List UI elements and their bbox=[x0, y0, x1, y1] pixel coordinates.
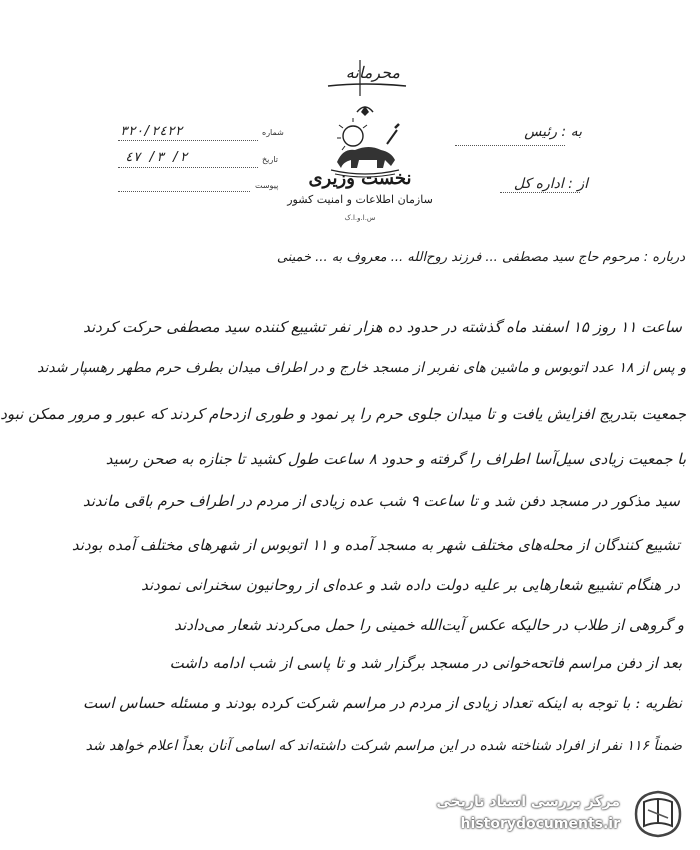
subject-line: درباره : مرحوم حاج سید مصطفی ... فرزند روح‌الله ... معروف به ... خمینی bbox=[276, 250, 685, 265]
date-label: تاریخ bbox=[262, 155, 278, 164]
stamp-text: محرمانه bbox=[345, 63, 400, 82]
org-subtitle: سازمان اطلاعات و امنیت کشور bbox=[287, 193, 433, 206]
from-text: از : اداره کل bbox=[513, 176, 588, 192]
body-line: ساعت ۱۱ روز ۱۵ اسفند ماه گذشته در حدود ده هزار نفر تشییع کننده سید مصطفی حرکت کردند bbox=[83, 318, 682, 336]
body-line: ضمناً ۱۱۶ نفر از افراد شناخته شده در این مراسم شرکت داشته‌اند که اسامی آنان بعداً اعلام خواهد شد bbox=[85, 738, 682, 754]
number-value: ٣٢٠/٢٤٢٢ bbox=[120, 124, 183, 139]
attachment-label: پیوست bbox=[255, 181, 279, 190]
to-text: به : رئیس bbox=[524, 124, 582, 140]
number-label: شماره bbox=[262, 128, 284, 137]
org-name: نخست وزیری bbox=[308, 168, 412, 189]
archive-url: historydocuments.ir bbox=[460, 816, 620, 832]
archive-name: مرکز بررسی اسناد تاریخی bbox=[436, 794, 620, 810]
body-line: در هنگام تشییع شعارهایی بر علیه دولت داده شد و عده‌ای از روحانیون سخنرانی نمودند bbox=[141, 576, 680, 594]
org-small-text: س.ا.و.ا.ک bbox=[344, 214, 376, 222]
body-line: و گروهی از طلاب در حالیکه عکس آیت‌الله خمینی را حمل می‌کردند شعار می‌دادند bbox=[174, 616, 684, 634]
date-value: ٢/ ٣/ ٤٧ bbox=[125, 150, 188, 165]
body-line: جمعیت بتدریج افزایش یافت و تا میدان جلوی حرم را پر نمود و طوری ازدحام کردند که عبور و مرور ممکن نبود bbox=[0, 405, 686, 423]
archive-watermark bbox=[436, 786, 690, 842]
body-line: نظریه : با توجه به اینکه تعداد زیادی از مردم در مراسم شرکت کرده بودند و مسئله حساس است bbox=[83, 694, 682, 712]
body-line: بعد از دفن مراسم فاتحه‌خوانی در مسجد برگزار شد و تا پاسی از شب ادامه داشت bbox=[169, 654, 682, 672]
archive-logo-icon bbox=[630, 788, 686, 840]
body-line: سید مذکور در مسجد دفن شد و تا ساعت ۹ شب عده زیادی از مردم در اطراف حرم باقی ماندند bbox=[82, 492, 680, 510]
body-line: و پس از ۱۸ عدد اتوبوس و ماشین های نفربر از مسجد خارج و در اطراف میدان بطرف حرم مطهر رهسپار شدند bbox=[37, 360, 686, 376]
body-line: تشییع کنندگان از محله‌های مختلف شهر به مسجد آمده و ۱۱ اتوبوس از شهرهای مختلف آمده بودند bbox=[71, 536, 680, 554]
body-line: با جمعیت زیادی سیل‌آسا اطراف را گرفته و حدود ۸ ساعت طول کشید تا جنازه به صحن رسید bbox=[105, 450, 686, 468]
